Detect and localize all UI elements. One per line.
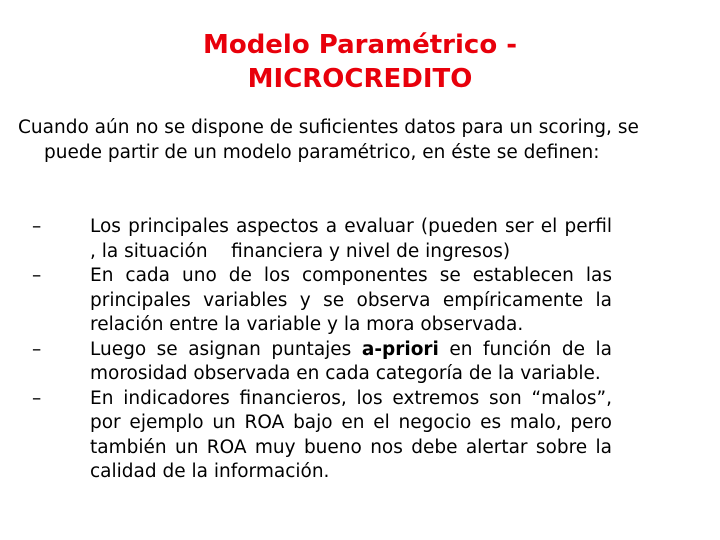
bullet-text-3-before: Luego se asignan puntajes <box>90 338 362 360</box>
bullet-text-1: Los principales aspectos a evaluar (pueden ser el perfil , la situación financiera y nivel de ingresos) <box>90 216 618 262</box>
bullet-text-4: En indicadores financieros, los extremos son “malos”, por ejemplo un ROA bajo en el negocio es malo, pero también un ROA muy bueno nos debe alertar sobre la calidad de la información. <box>90 387 612 482</box>
slide-title <box>60 28 660 96</box>
bullet-text-3-keyword: a-priori <box>361 338 439 360</box>
slide-title-line-2: MICROCREDITO <box>247 64 473 94</box>
bullet-dash: – <box>32 387 42 409</box>
bullet-item-2 <box>32 264 612 338</box>
bullet-dash: – <box>32 338 42 360</box>
bullet-item-3 <box>32 338 618 387</box>
slide-title-line-1: Modelo Paramétrico - <box>202 30 518 60</box>
bullet-text-2: En cada uno de los componentes se establecen las principales variables y se observa empíricamente la relación entre la variable y la mora observada. <box>90 265 612 335</box>
bullet-dash: – <box>32 216 42 237</box>
bullet-item-4 <box>32 387 612 485</box>
bullet-item-1 <box>32 215 618 264</box>
bullet-list <box>32 215 618 485</box>
bullet-dash: – <box>32 265 42 286</box>
bullet-text-3-after: en función de la morosidad observada en cada categoría de la variable. <box>90 338 618 384</box>
intro-paragraph: Cuando aún no se dispone de suficientes datos para un scoring, se puede partir de un modelo paramétrico, en éste se definen: <box>18 117 639 163</box>
